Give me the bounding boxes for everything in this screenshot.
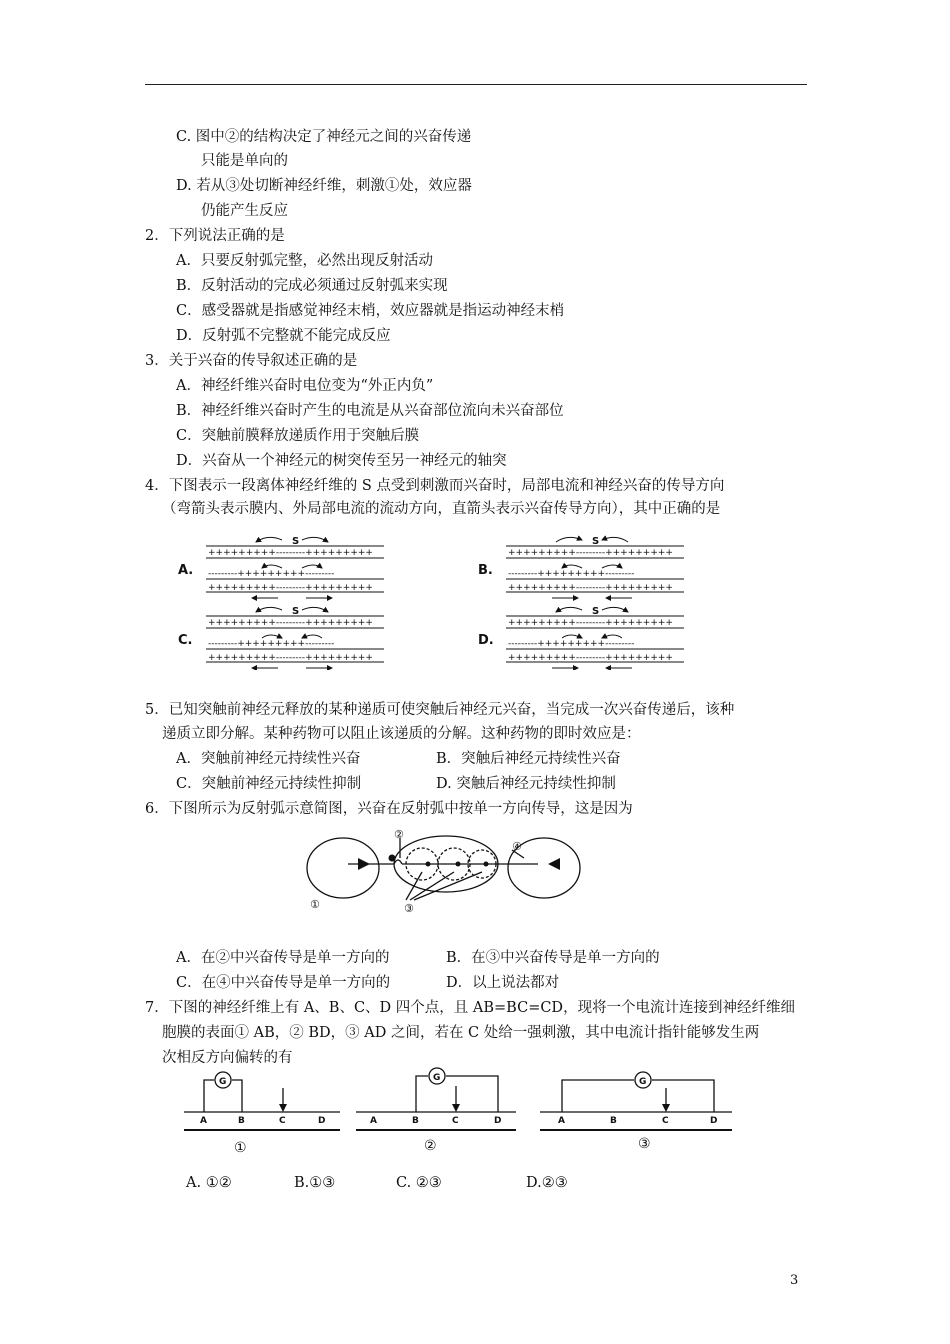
svg-text:S: S xyxy=(592,536,600,547)
panel-label-1: ① xyxy=(234,1140,247,1156)
fig-label-c: C. xyxy=(178,633,193,648)
svg-text:G: G xyxy=(433,1073,441,1083)
q7-option-d: D.②③ xyxy=(526,1175,568,1191)
svg-text:+++++++++---------+++++++++: +++++++++---------+++++++++ xyxy=(508,618,673,628)
svg-text:A: A xyxy=(370,1116,377,1126)
q7-option-b: B.①③ xyxy=(294,1175,336,1191)
fig-label-2: ② xyxy=(394,828,404,841)
panel-label-2: ② xyxy=(424,1138,437,1154)
svg-text:B: B xyxy=(238,1116,245,1126)
q6-stem: 6．下图所示为反射弧示意简图，兴奋在反射弧中按单一方向传导，这是因为 xyxy=(145,801,633,817)
svg-text:B: B xyxy=(610,1116,617,1126)
svg-text:+++++++++---------+++++++++: +++++++++---------+++++++++ xyxy=(208,618,373,628)
q3-option-d: D．兴奋从一个神经元的树突传至另一神经元的轴突 xyxy=(176,453,507,469)
q3-option-c: C．突触前膜释放递质作用于突触后膜 xyxy=(176,428,420,444)
q3-option-b: B．神经纤维兴奋时产生的电流是从兴奋部位流向未兴奋部位 xyxy=(176,403,564,419)
q7-option-c: C. ②③ xyxy=(396,1175,442,1191)
q2-option-c: C．感受器就是指感觉神经末梢，效应器就是指运动神经末梢 xyxy=(176,303,565,319)
fig-label-b: B. xyxy=(478,563,493,578)
svg-text:+++++++++---------+++++++++: +++++++++---------+++++++++ xyxy=(508,653,673,663)
svg-text:A: A xyxy=(200,1116,207,1126)
q3-stem: 3．关于兴奋的传导叙述正确的是 xyxy=(145,353,358,369)
q6-reflex-arc-figure xyxy=(298,828,598,920)
q1-option-c-line1: C. 图中②的结构决定了神经元之间的兴奋传递 xyxy=(176,129,472,145)
header-rule xyxy=(145,84,807,85)
svg-text:C: C xyxy=(662,1116,669,1126)
svg-text:D: D xyxy=(318,1116,326,1126)
svg-text:---------+++++++++---------: ---------+++++++++--------- xyxy=(508,639,635,649)
svg-text:C: C xyxy=(279,1116,286,1126)
fig-label-3: ③ xyxy=(404,902,414,915)
svg-text:D: D xyxy=(494,1116,502,1126)
q7-stem-line2: 胞膜的表面① AB，② BD，③ AD 之间，若在 C 处给一强刺激，其中电流计指针能够发生两 xyxy=(162,1025,760,1041)
q2-option-b: B．反射活动的完成必须通过反射弧来实现 xyxy=(176,278,448,294)
fig-label-a: A. xyxy=(178,563,194,578)
fig-label-4: ④ xyxy=(512,840,522,853)
svg-text:---------+++++++++---------: ---------+++++++++--------- xyxy=(208,569,335,579)
q6-option-c: C．在④中兴奋传导是单一方向的 xyxy=(176,975,391,991)
svg-text:+++++++++---------+++++++++: +++++++++---------+++++++++ xyxy=(208,548,373,558)
q5-option-a: A．突触前神经元持续性兴奋 xyxy=(176,751,361,767)
q6-option-b: B．在③中兴奋传导是单一方向的 xyxy=(446,950,660,966)
svg-text:+++++++++---------+++++++++: +++++++++---------+++++++++ xyxy=(208,583,373,593)
svg-text:S: S xyxy=(292,606,300,617)
q7-stem-line1: 7．下图的神经纤维上有 A、B、C、D 四个点，且 AB=BC=CD，现将一个电流计连接到神经纤维细 xyxy=(145,1000,796,1016)
q7-galvanometer-figure xyxy=(180,1066,740,1162)
q6-option-d: D．以上说法都对 xyxy=(446,975,560,991)
q5-option-c: C．突触前神经元持续性抑制 xyxy=(176,776,362,792)
svg-text:A: A xyxy=(558,1116,565,1126)
q7-stem-line3: 次相反方向偏转的有 xyxy=(162,1050,293,1066)
svg-text:+++++++++---------+++++++++: +++++++++---------+++++++++ xyxy=(508,548,673,558)
q4-stem-line1: 4．下图表示一段离体神经纤维的 S 点受到刺激而兴奋时，局部电流和神经兴奋的传导方向 xyxy=(145,478,725,494)
q1-option-d-line1: D. 若从③处切断神经纤维，刺激①处，效应器 xyxy=(176,178,472,194)
q2-stem: 2．下列说法正确的是 xyxy=(145,228,285,244)
svg-text:D: D xyxy=(710,1116,718,1126)
q5-stem-line1: 5．已知突触前神经元释放的某种递质可使突触后神经元兴奋，当完成一次兴奋传递后，该种 xyxy=(145,702,735,718)
q1-option-d-line2: 仍能产生反应 xyxy=(201,203,288,219)
svg-text:G: G xyxy=(639,1077,647,1087)
svg-text:+++++++++---------+++++++++: +++++++++---------+++++++++ xyxy=(208,653,373,663)
fig-label-1: ① xyxy=(310,898,320,911)
q4-nerve-fiber-figure xyxy=(170,532,700,670)
svg-text:S: S xyxy=(592,606,600,617)
q2-option-d: D．反射弧不完整就不能完成反应 xyxy=(176,328,391,344)
q1-option-c-line2: 只能是单向的 xyxy=(201,153,288,169)
svg-text:---------+++++++++---------: ---------+++++++++--------- xyxy=(208,639,335,649)
panel-label-3: ③ xyxy=(638,1136,651,1152)
svg-text:---------+++++++++---------: ---------+++++++++--------- xyxy=(508,569,635,579)
q2-option-a: A．只要反射弧完整，必然出现反射活动 xyxy=(176,253,433,269)
svg-text:G: G xyxy=(219,1077,227,1087)
svg-text:B: B xyxy=(412,1116,419,1126)
q5-option-b: B．突触后神经元持续性兴奋 xyxy=(436,751,621,767)
q5-stem-line2: 递质立即分解。某种药物可以阻止该递质的分解。这种药物的即时效应是： xyxy=(162,726,641,742)
svg-text:S: S xyxy=(292,536,300,547)
q7-option-a: A. ①② xyxy=(186,1175,232,1191)
q6-option-a: A．在②中兴奋传导是单一方向的 xyxy=(176,950,390,966)
page-number: 3 xyxy=(790,1273,799,1288)
q5-option-d: D. 突触后神经元持续性抑制 xyxy=(436,776,616,792)
q3-option-a: A．神经纤维兴奋时电位变为“外正内负” xyxy=(176,378,434,394)
svg-text:+++++++++---------+++++++++: +++++++++---------+++++++++ xyxy=(508,583,673,593)
q4-stem-line2: （弯箭头表示膜内、外局部电流的流动方向，直箭头表示兴奋传导方向），其中正确的是 xyxy=(162,501,721,517)
svg-text:C: C xyxy=(452,1116,459,1126)
fig-label-d: D. xyxy=(478,633,494,648)
